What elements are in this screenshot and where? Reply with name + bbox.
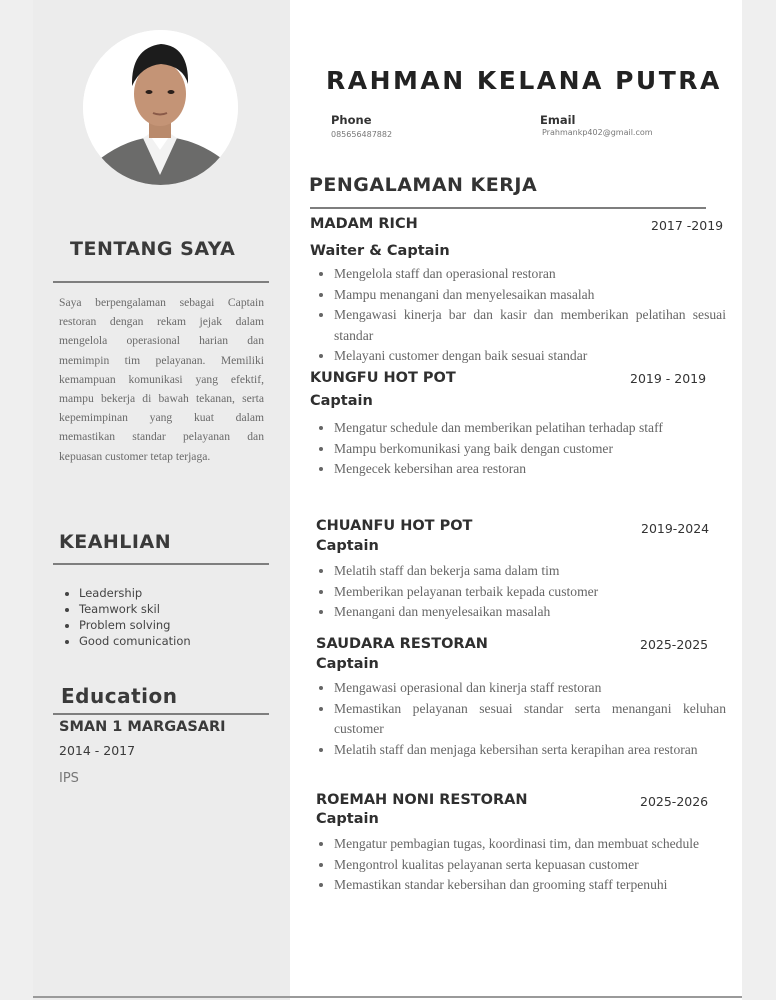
job-company: ROEMAH NONI RESTORAN [316,792,528,808]
education-years: 2014 - 2017 [59,743,136,758]
email-value: Prahmankp402@gmail.com [542,128,653,137]
about-heading: TENTANG SAYA [70,238,236,260]
job-duties [316,418,726,480]
duty-item: • Menangani dan menyelesaikan masalah [334,602,726,623]
profile-photo [83,30,238,185]
job-role: Waiter & Captain [310,243,450,259]
job-years: 2025-2026 [640,794,709,809]
skill-item: • Leadership [79,585,191,601]
job-company: SAUDARA RESTORAN [316,636,488,652]
about-divider [53,281,269,283]
skills-heading: KEAHLIAN [59,531,172,553]
candidate-name: RAHMAN KELANA PUTRA [326,66,722,95]
job-years: 2019 - 2019 [630,371,707,386]
job-role: Captain [310,393,373,409]
job-role: Captain [316,811,379,827]
duty-item: • Melatih staff dan bekerja sama dalam tim [334,561,726,582]
duty-item: • Memastikan pelayanan sesuai standar serta menangani keluhan customer [334,699,726,740]
duty-item: • Mengontrol kualitas pelayanan serta kepuasan customer [334,855,726,876]
duty-item: • Melatih staff dan menjaga kebersihan serta kerapihan area restoran [334,740,726,761]
about-text: Saya berpengalaman sebagai Captain restoran dengan rekam jejak dalam mengelola operasional harian dan memimpin tim pelayanan. Memiliki kemampuan komunikasi yang efektif, mampu bekerja di bawah tekanan, serta kepemimpinan yang kuat dalam memastikan standar pelayanan dan kepuasan customer tetap terjaga. [59,296,264,463]
job-duties [316,678,726,760]
duty-item: • Mengawasi kinerja bar dan kasir dan memberikan pelatihan sesuai standar [334,305,726,346]
job-years: 2019-2024 [641,521,710,536]
duty-item: • Mengecek kebersihan area restoran [334,459,726,480]
skills-divider [53,563,269,565]
job-company: KUNGFU HOT POT [310,370,456,386]
duty-item: • Mengatur pembagian tugas, koordinasi tim, dan membuat schedule [334,834,726,855]
experience-divider [310,207,706,209]
phone-value: 085656487882 [331,130,393,139]
job-duties [316,834,726,896]
duty-item: • Mampu berkomunikasi yang baik dengan customer [334,439,726,460]
job-company: CHUANFU HOT POT [316,518,473,534]
education-heading: Education [61,684,178,708]
duty-item: • Mengelola staff dan operasional restoran [334,264,726,285]
duty-item: • Melayani customer dengan baik sesuai standar [334,346,726,367]
job-role: Captain [316,656,379,672]
duty-item: • Mengawasi operasional dan kinerja staff restoran [334,678,726,699]
skill-item: • Good comunication [79,633,191,649]
job-role: Captain [316,538,379,554]
duty-item: • Memberikan pelayanan terbaik kepada customer [334,582,726,603]
job-duties [316,561,726,623]
bottom-divider [33,996,742,998]
job-years: 2025-2025 [640,637,709,652]
phone-label: Phone [331,113,372,127]
job-company: MADAM RICH [310,216,418,232]
skill-item: • Teamwork skil [79,601,191,617]
duty-item: • Mengatur schedule dan memberikan pelatihan terhadap staff [334,418,726,439]
education-major: IPS [59,771,79,786]
education-divider [53,713,269,715]
duty-item: • Mampu menangani dan menyelesaikan masalah [334,285,726,306]
education-school: SMAN 1 MARGASARI [59,719,226,735]
skill-item: • Problem solving [79,617,191,633]
skills-list [64,585,191,649]
email-label: Email [540,113,576,127]
job-years: 2017 -2019 [651,218,724,233]
experience-heading: PENGALAMAN KERJA [309,174,538,196]
duty-item: • Memastikan standar kebersihan dan grooming staff terpenuhi [334,875,726,896]
job-duties [316,264,726,367]
